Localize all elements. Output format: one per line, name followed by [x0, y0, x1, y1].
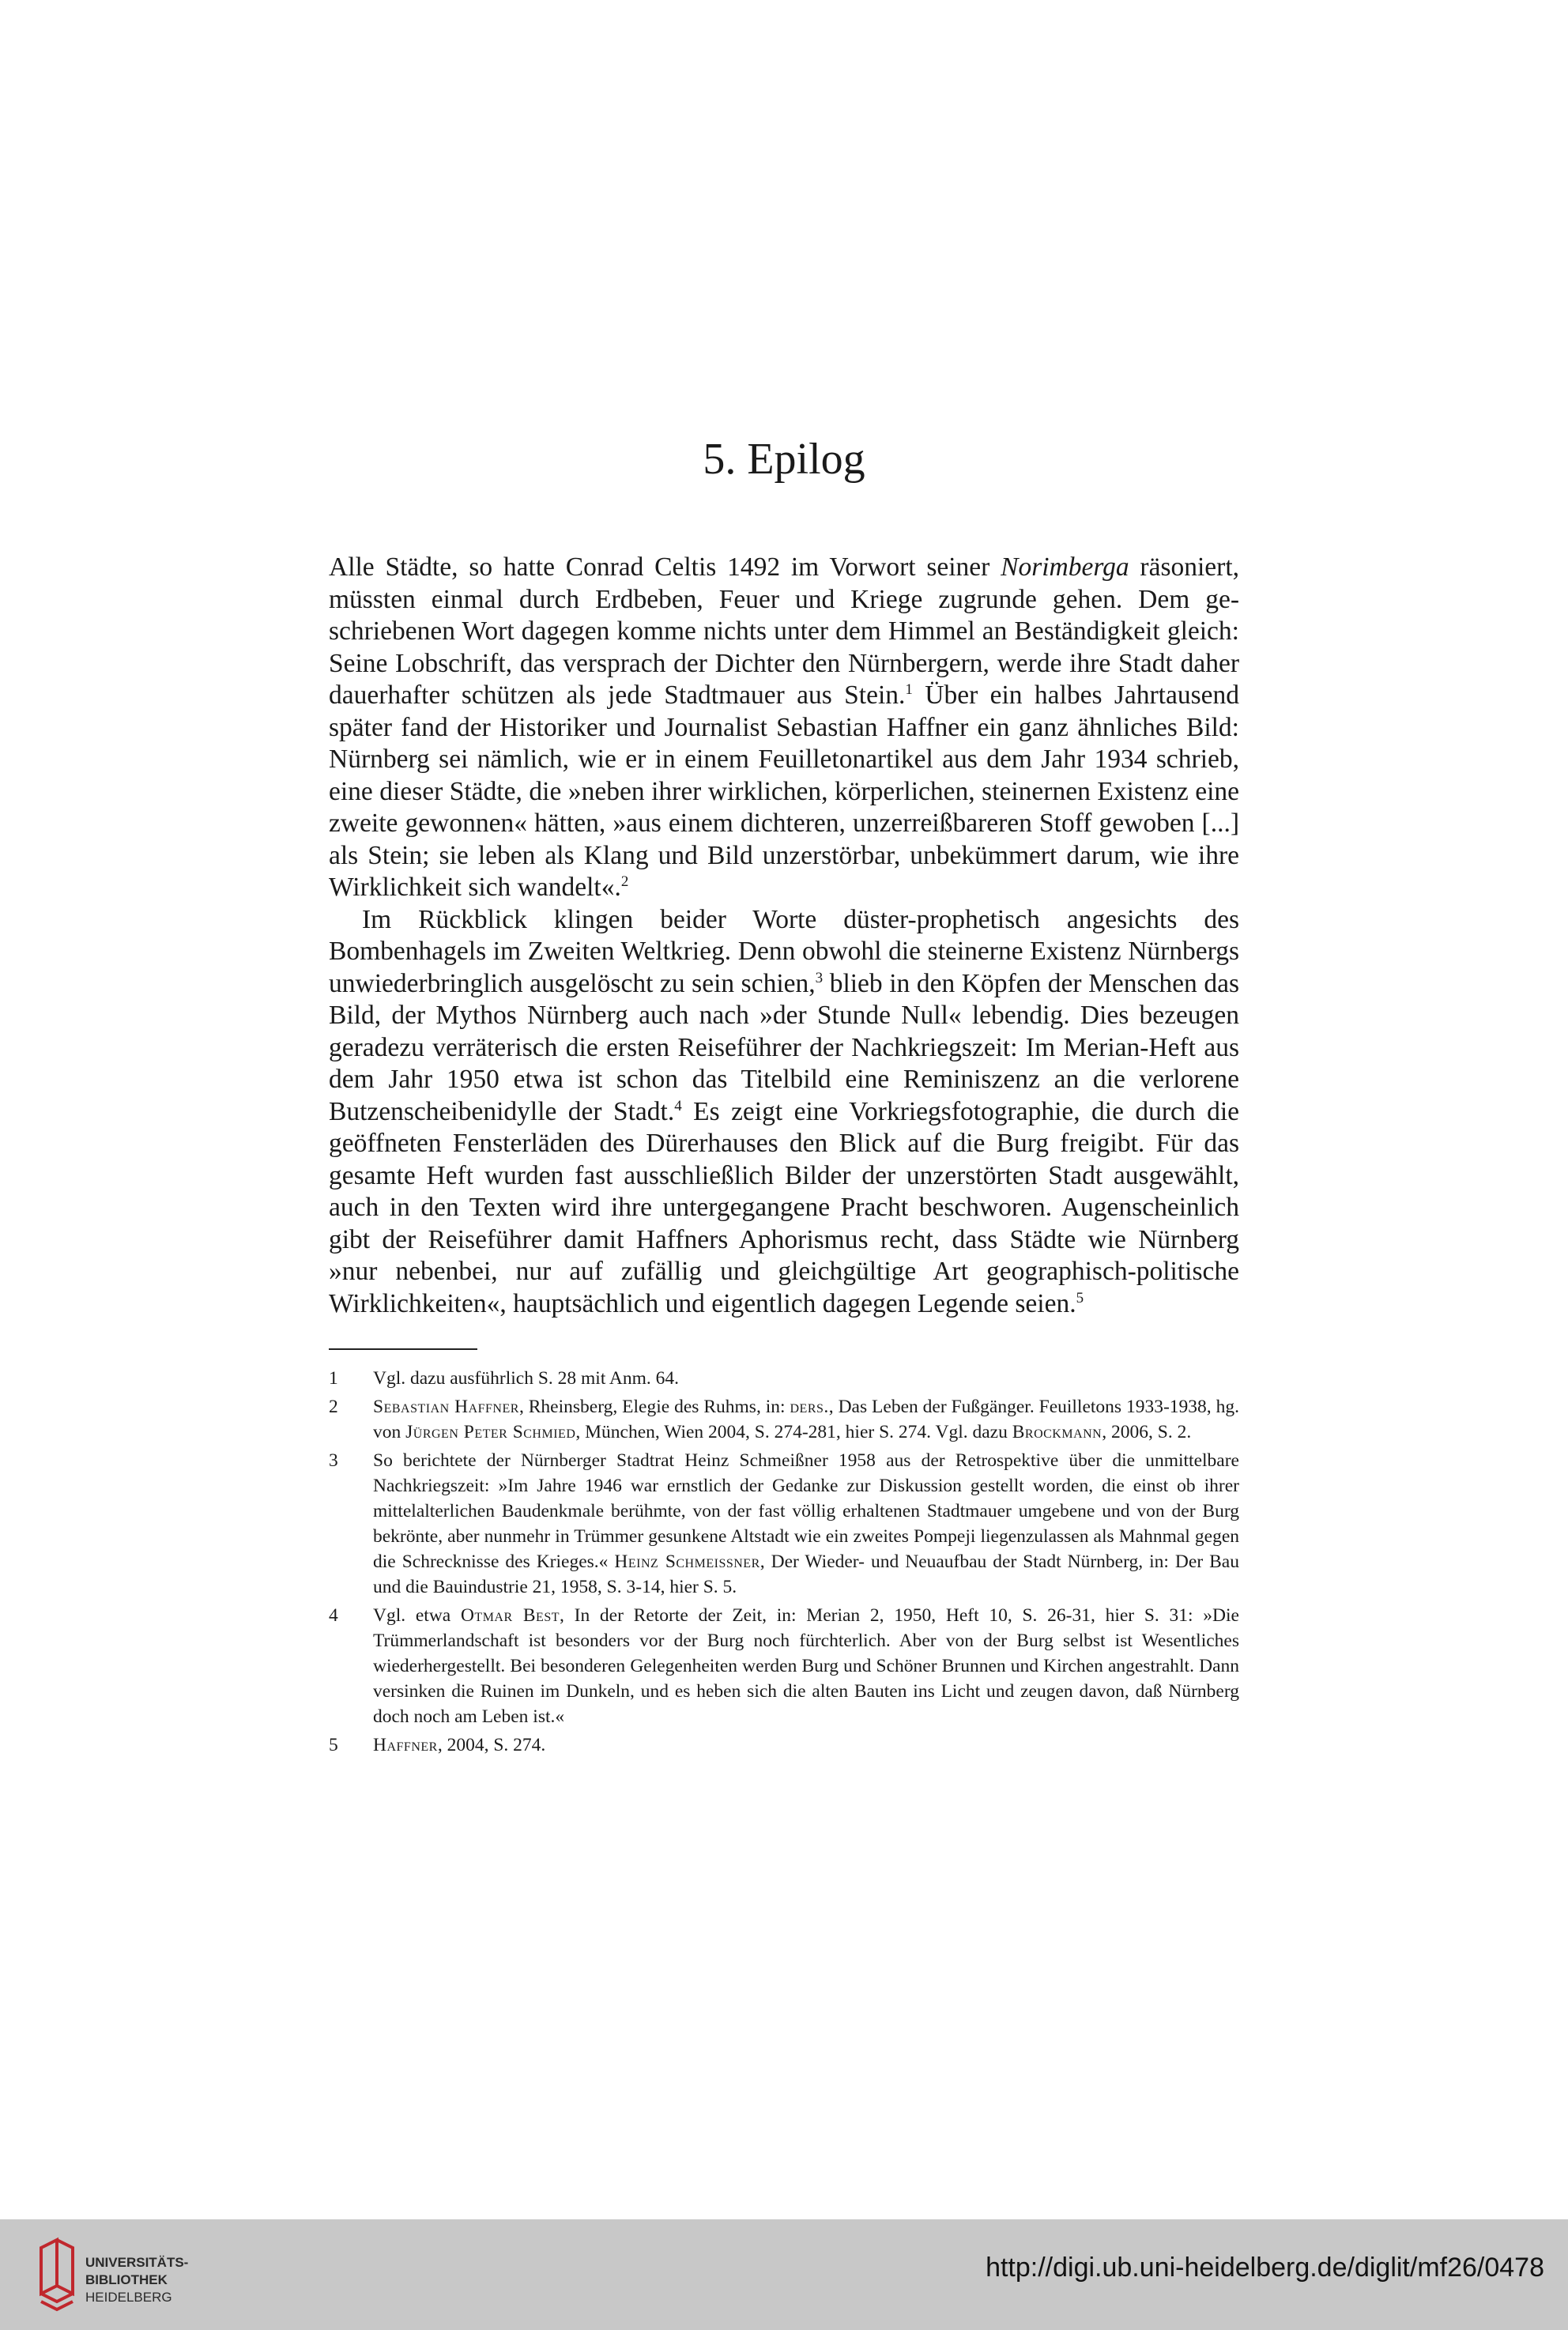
- permalink-url[interactable]: http://digi.ub.uni-heidelberg.de/diglit/mf26/0478: [986, 2253, 1544, 2283]
- footnote-text: , Das Leben der Fußgänger. Feuilletons 1933-1938, hg. von: [373, 1397, 1239, 1442]
- footnote-text: , Der Wieder- und Neuaufbau der Stadt Nürnberg, in: Der Bau und die Bauindustrie 21, 1958, S. 3-14, hier S. 5.: [373, 1551, 1239, 1597]
- paragraph-2: [329, 904, 1239, 1321]
- footnote-text: , 2006, S. 2.: [1102, 1422, 1192, 1442]
- logo-line-2: BIBLIOTHEK: [85, 2272, 168, 2287]
- footnote-text: , Rheinsberg, Elegie des Ruhms, in:: [518, 1397, 790, 1417]
- footnote-ref-3[interactable]: 3: [815, 969, 824, 986]
- author-name: Jürgen Peter Schmied: [405, 1422, 576, 1442]
- footer-bar: [0, 2219, 1568, 2330]
- p1-text-c: Über ein halbes Jahrtausend später fand der Historiker und Journalist Sebastian Haffner ein ganz ähnliches Bild: Nürnberg sei nämlich, wie er in einem Feuilletonartikel aus dem Jahr 1934 schrieb, eine dieser Städte, die »neben ihrer wirklichen, körperlichen, steinernen Existenz eine zweite gewonnen« hätten, »aus einem dichteren, unzerreißbareren Stoff gewoben [...] als Stein; sie leben als Klang und Bild unzerstörbar, unbekümmert darum, wie ihre Wirklichkeit sich wandelt«.: [329, 681, 1240, 902]
- footnote-5: [329, 1732, 1239, 1758]
- body-text: [329, 552, 1239, 1320]
- footnote-text: , München, Wien 2004, S. 274-281, hier S. 274. Vgl. dazu: [575, 1422, 1012, 1442]
- p1-italic-title: Norimberga: [1001, 552, 1129, 582]
- footnote-number: 3: [329, 1450, 338, 1471]
- footnote-number: 2: [329, 1397, 338, 1417]
- footnote-number: 4: [329, 1605, 338, 1626]
- footnote-ref-1[interactable]: 1: [905, 681, 913, 698]
- library-logo[interactable]: [36, 2230, 194, 2319]
- author-name: Sebastian Haffner: [373, 1397, 519, 1417]
- footnote-3: [329, 1448, 1239, 1600]
- author-name: Heinz Schmeissner: [614, 1551, 760, 1572]
- footnote-number: 1: [329, 1368, 338, 1389]
- p2-text-b: blieb in den Köpfen der Menschen das Bild, der Mythos Nürnberg auch nach »der Stunde Null« lebendig. Dies bezeugen geradezu verräterisch die ersten Reiseführer der Nachkriegszeit: Im Merian-Heft aus dem Jahr 1950 etwa ist schon das Titelbild eine Reminiszenz an die verlorene Butzenscheibenidylle der Stadt.: [329, 968, 1239, 1126]
- footnote-ref-2[interactable]: 2: [620, 873, 629, 890]
- author-name: Otmar Best: [460, 1605, 560, 1626]
- footnote-4: [329, 1603, 1239, 1729]
- author-name: Haffner: [373, 1735, 438, 1755]
- author-name: Brockmann: [1012, 1422, 1102, 1442]
- footnotes: [329, 1366, 1239, 1761]
- footnote-text: Vgl. etwa: [373, 1605, 461, 1626]
- p1-text-b: räsoniert, müssten einmal durch Erdbeben, Feuer und Kriege zugrunde gehen. Dem geschriebenen Wort dagegen komme nichts unter dem Himmel an Beständigkeit gleich: Seine Lobschrift, das versprach der Dichter den Nürnbergern, werde ihre Stadt daher dauerhafter schützen als jede Stadtmauer aus Stein.: [329, 552, 1240, 710]
- footnote-divider: [329, 1348, 477, 1350]
- paragraph-1: [329, 552, 1239, 904]
- footnote-text: So berichtete der Nürnberger Stadtrat Heinz Schmeißner 1958 aus der Retrospektive über die unmittelbare Nachkriegszeit: »Im Jahre 1946 war ernstlich der Gedanke zur Diskussion gestellt worden, die einst ob ihrer mittelalterlichen Baudenkmale berühmte, von der fast völlig erhaltenen Stadtmauer umgebene und von der Burg bekrönte, aber nunmehr in Trümmer gesunkene Altstadt wie ein zweites Pompeji liegenzulassen als Mahnmal gegen die Schrecknisse des Krieges.«: [373, 1450, 1239, 1572]
- footnote-number: 5: [329, 1735, 338, 1755]
- logo-line-3: HEIDELBERG: [85, 2290, 172, 2305]
- p1-text-a: Alle Städte, so hatte Conrad Celtis 1492 im Vorwort seiner: [329, 552, 1001, 582]
- footnote-text: , 2004, S. 274.: [437, 1735, 546, 1755]
- logo-line-1: UNIVERSITÄTS-: [85, 2255, 189, 2270]
- footnote-text: Vgl. dazu ausführlich S. 28 mit Anm. 64.: [373, 1368, 680, 1389]
- library-logo-icon: [36, 2237, 77, 2313]
- author-name: ders.: [790, 1397, 829, 1417]
- p2-text-a: Im Rückblick klingen beider Worte düster-prophetisch angesichts des Bombenhagels im Zweiten Weltkrieg. Denn obwohl die steinerne Existenz Nürnbergs unwiederbringlich ausgelöscht zu sein schien,: [329, 904, 1239, 998]
- footnote-text: , In der Retorte der Zeit, in: Merian 2, 1950, Heft 10, S. 26-31, hier S. 31: »Die Trümmerlandschaft ist besonders vor der Burg noch fürchterlich. Aber von der Burg selbst ist Wesentliches wiederhergestellt. Bei besonderen Gelegenheiten werden Burg und Schöner Brunnen und Kirchen angestrahlt. Dann versinken die Ruinen im Dunkeln, und es heben sich die alten Bauten ins Licht und zeugen davon, daß Nürnberg doch noch am Leben ist.«: [373, 1605, 1239, 1727]
- p2-text-c: Es zeigt eine Vorkriegsfotographie, die durch die geöffneten Fensterläden des Dürerhauses den Blick auf die Burg freigibt. Für das gesamte Heft wurden fast ausschließlich Bilder der unzerstörten Stadt ausgewählt, auch in den Texten wird ihre untergegangene Pracht beschworen. Augenscheinlich gibt der Reiseführer damit Haffners Aphorismus recht, dass Städte wie Nürnberg »nur nebenbei, nur auf zufällig und gleichgültige Art geographisch-politische Wirklichkeiten«, hauptsächlich und eigentlich dagegen Legende seien.: [329, 1096, 1239, 1318]
- chapter-title: 5. Epilog: [703, 435, 865, 484]
- footnote-ref-4[interactable]: 4: [674, 1097, 682, 1114]
- footnote-2: [329, 1394, 1239, 1445]
- footnote-1: [329, 1366, 1239, 1391]
- footnote-ref-5[interactable]: 5: [1076, 1289, 1084, 1306]
- library-logo-text: [85, 2254, 188, 2306]
